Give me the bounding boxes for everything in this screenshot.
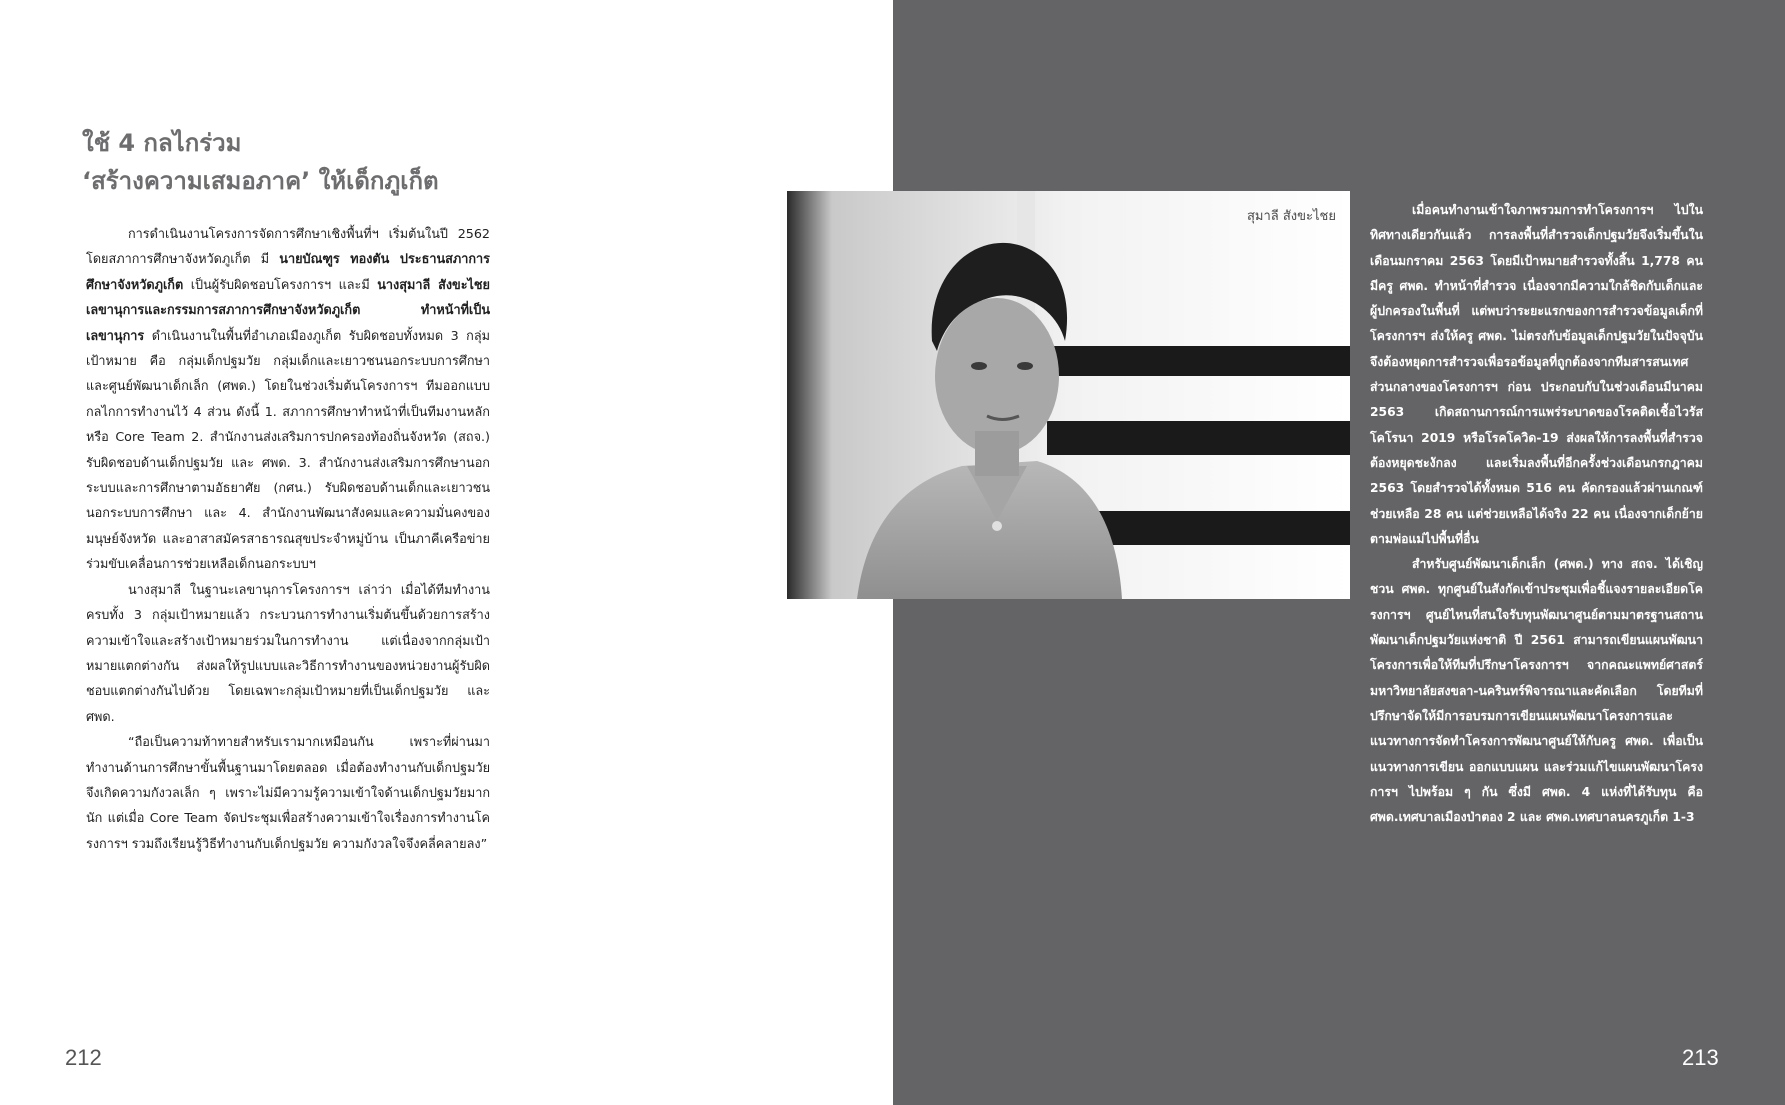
para1-text-c: เป็นผู้รับผิดชอบโครงการฯ และมี [183, 276, 378, 292]
para1-bold-b: นายบัณฑูร ทองตัน ประธานสภาการศึกษาจังหวัดภูเก็ต [86, 251, 490, 292]
article-heading [82, 124, 682, 200]
heading-line-2: ‘สร้างความเสมอภาค’ ให้เด็กภูเก็ต [82, 167, 439, 195]
heading-line-1: ใช้ 4 กลไกร่วม [82, 129, 242, 157]
page-number-left: 212 [65, 1045, 102, 1070]
right-column-text [1370, 198, 1703, 830]
portrait-image [787, 191, 1350, 599]
portrait-photo [787, 191, 1350, 599]
left-paragraph-3: “ถือเป็นความท้าทายสำหรับเรามากเหมือนกัน เพราะที่ผ่านมาทำงานด้านการศึกษาขั้นพื้นฐานมาโดยตลอด เมื่อต้องทำงานกับเด็กปฐมวัย จึงเกิดความกังวลเล็ก ๆ เพราะไม่มีความรู้ความเข้าใจด้านเด็กปฐมวัยมากนัก แต่เมื่อ Core Team จัดประชุมเพื่อสร้างความเข้าใจเรื่องการทำงานโครงการฯ รวมถึงเรียนรู้วิธีทำงานกับเด็กปฐมวัย ความกังวลใจจึงคลี่คลายลง” [86, 734, 490, 851]
left-paragraph-1 [86, 221, 490, 577]
para1-text-e: ดำเนินงานในพื้นที่อำเภอเมืองภูเก็ต รับผิดชอบทั้งหมด 3 กลุ่มเป้าหมาย คือ กลุ่มเด็กปฐมวัย กลุ่มเด็กและเยาวชนนอกระบบการศึกษา และศูนย์พัฒนาเด็กเล็ก (ศพด.) โดยในช่วงเริ่มต้นโครงการฯ ทีมออกแบบกลไกการทำงานไว้ 4 ส่วน ดังนี้ 1. สภาการศึกษาทำหน้าที่เป็นทีมงานหลัก หรือ Core Team 2. สำนักงานส่งเสริมการปกครองท้องถิ่นจังหวัด (สถจ.) รับผิดชอบด้านเด็กปฐมวัย และ ศพด. 3. สำนักงานส่งเสริมการศึกษานอกระบบและการศึกษาตามอัธยาศัย (กศน.) รับผิดชอบด้านเด็กและเยาวชนนอกระบบการศึกษา และ 4. สำนักงานพัฒนาสังคมและความมั่นคงของมนุษย์จังหวัด และอาสาสมัครสาธารณสุขประจำหมู่บ้าน เป็นภาคีเครือข่ายร่วมขับเคลื่อนการช่วยเหลือเด็กนอกระบบฯ [86, 327, 490, 572]
para1-text-a: การดำเนินงานโครงการจัดการศึกษาเชิงพื้นที่ฯ เริ่มต้นในปี 2562 โดยสภาการศึกษาจังหวัดภูเก็ต มี [86, 226, 490, 267]
left-column-text [86, 221, 490, 856]
page-number-right: 213 [1682, 1045, 1719, 1070]
left-paragraph-2: นางสุมาลี ในฐานะเลขานุการโครงการฯ เล่าว่า เมื่อได้ทีมทำงานครบทั้ง 3 กลุ่มเป้าหมายแล้ว กระบวนการทำงานเริ่มต้นขึ้นด้วยการสร้างความเข้าใจและสร้างเป้าหมายร่วมในการทำงาน แต่เนื่องจากกลุ่มเป้าหมายแตกต่างกัน ส่งผลให้รูปแบบและวิธีการทำงานของหน่วยงานผู้รับผิดชอบแตกต่างกันไปด้วย โดยเฉพาะกลุ่มเป้าหมายที่เป็นเด็กปฐมวัย และ ศพด. [86, 581, 490, 724]
photo-caption: สุมาลี สังขะไชย [1246, 209, 1336, 224]
right-paragraph-2: สำหรับศูนย์พัฒนาเด็กเล็ก (ศพด.) ทาง สถจ. ได้เชิญชวน ศพด. ทุกศูนย์ในสังกัดเข้าประชุมเพื่อชี้แจงรายละเอียดโครงการฯ ศูนย์ไหนที่สนใจรับทุนพัฒนาศูนย์ตามมาตรฐานสถานพัฒนาเด็กปฐมวัยแห่งชาติ ปี 2561 สามารถเขียนแผนพัฒนาโครงการเพื่อให้ทีมที่ปรึกษาโครงการฯ จากคณะแพทย์ศาสตร์ มหาวิทยาลัยสงขลา-นครินทร์พิจารณาและคัดเลือก โดยทีมที่ปรึกษาจัดให้มีการอบรมการเขียนแผนพัฒนาโครงการและแนวทางการจัดทำโครงการพัฒนาศูนย์ให้กับครู ศพด. เพื่อเป็นแนวทางการเขียน ออกแบบแผน และร่วมแก้ไขแผนพัฒนาโครงการฯ ไปพร้อม ๆ กัน ซึ่งมี ศพด. 4 แห่งที่ได้รับทุน คือ ศพด.เทศบาลเมืองป่าตอง 2 และ ศพด.เทศบาลนครภูเก็ต 1-3 [1370, 557, 1703, 825]
para1-bold-d: นางสุมาลี สังขะไชย เลขานุการและกรรมการสภาการศึกษาจังหวัดภูเก็ต ทำหน้าที่เป็นเลขานุการ [86, 276, 490, 343]
right-paragraph-1: เมื่อคนทำงานเข้าใจภาพรวมการทำโครงการฯ ไปในทิศทางเดียวกันแล้ว การลงพื้นที่สำรวจเด็กปฐมวัยจึงเริ่มขึ้นในเดือนมกราคม 2563 โดยมีเป้าหมายสำรวจทั้งสิ้น 1,778 คน มีครู ศพด. ทำหน้าที่สำรวจ เนื่องจากมีความใกล้ชิดกับเด็กและผู้ปกครองในพื้นที่ แต่พบว่าระยะแรกของการสำรวจข้อมูลเด็กที่โครงการฯ ส่งให้ครู ศพด. ไม่ตรงกับข้อมูลเด็กปฐมวัยในปัจจุบัน จึงต้องหยุดการสำรวจเพื่อรอข้อมูลที่ถูกต้องจากทีมสารสนเทศส่วนกลางของโครงการฯ ก่อน ประกอบกับในช่วงเดือนมีนาคม 2563 เกิดสถานการณ์การแพร่ระบาดของโรคติดเชื้อไวรัสโคโรนา 2019 หรือโรคโควิด-19 ส่งผลให้การลงพื้นที่สำรวจต้องหยุดชะงักลง และเริ่มลงพื้นที่อีกครั้งช่วงเดือนกรกฎาคม 2563 โดยสำรวจได้ทั้งหมด 516 คน คัดกรองแล้วผ่านเกณฑ์ช่วยเหลือ 28 คน แต่ช่วยเหลือได้จริง 22 คน เนื่องจากเด็กย้ายตามพ่อแม่ไปพื้นที่อื่น [1370, 203, 1703, 546]
